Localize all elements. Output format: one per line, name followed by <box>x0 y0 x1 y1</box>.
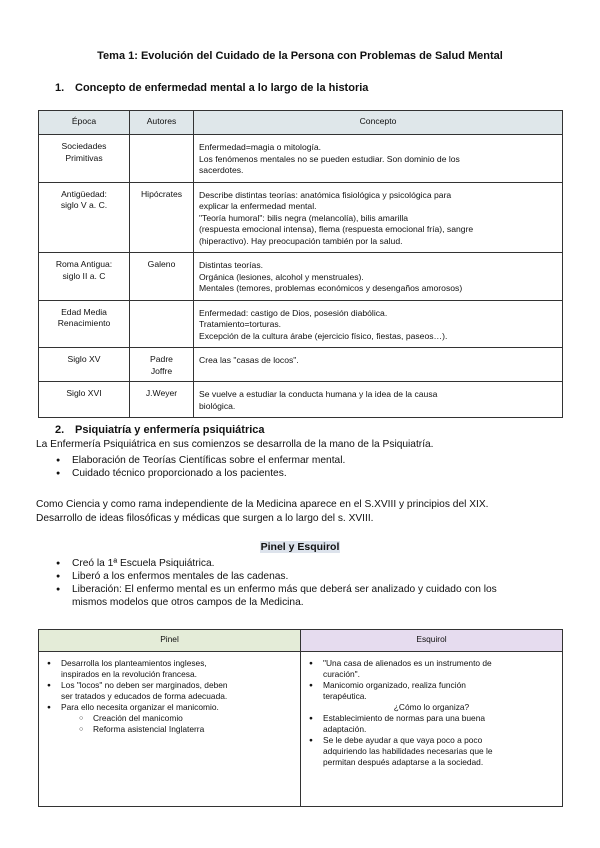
list-item: ● Para ello necesita organizar el manicomio. <box>47 702 292 713</box>
list-item: ● Establecimiento de normas para una buena adaptación. <box>309 713 554 735</box>
concepto-cell: Crea las "casas de locos". <box>194 348 563 382</box>
concepto-cell: Enfermedad: castigo de Dios, posesión diabólica. Tratamiento=torturas. Excepción de la cultura árabe (ejercicio físico, fiestas, paseos…). <box>194 300 563 348</box>
list-item: ○ Reforma asistencial Inglaterra <box>47 724 292 735</box>
concepto-cell: Se vuelve a estudiar la conducta humana y la idea de la causa biológica. <box>194 382 563 418</box>
pinel-esquirol-bullets <box>52 557 572 609</box>
list-item: ○ Creación del manicomio <box>47 713 292 724</box>
pinel-esquirol-table <box>38 629 563 807</box>
autores-cell: Hipócrates <box>130 182 194 253</box>
concept-table-header <box>39 111 563 135</box>
epoca-cell: Sociedades Primitivas <box>39 135 130 183</box>
section-2-intro: La Enfermería Psiquiátrica en sus comienzos se desarrolla de la mano de la Psiquiatría. <box>36 439 434 450</box>
header-esquirol: Esquirol <box>301 630 563 652</box>
section-1-number: 1. <box>55 82 65 94</box>
section-1-title: Concepto de enfermedad mental a lo largo de la historia <box>75 82 369 94</box>
list-item: ● Elaboración de Teorías Científicas sobre el enfermar mental. <box>52 454 345 467</box>
concepto-cell: Describe distintas teorías: anatómica fisiológica y psicológica para explicar la enfermedad mental. "Teoría humoral": bilis negra (melancolía), bilis amarilla (respuesta emocional intensa), flema (respuesta emocional fría), sangre (hiperactivo). Hay preocupación también por la salud. <box>194 182 563 253</box>
list-item: ● Desarrolla los planteamientos ingleses, inspirados en la revolución francesa. <box>47 658 292 680</box>
epoca-cell: Siglo XV <box>39 348 130 382</box>
document-title: Tema 1: Evolución del Cuidado de la Persona con Problemas de Salud Mental <box>97 50 503 62</box>
epoca-cell: Roma Antigua: siglo II a. C <box>39 253 130 301</box>
table-row <box>39 253 563 301</box>
section-2-bullets <box>52 454 345 480</box>
list-item: ● Creó la 1ª Escuela Psiquiátrica. <box>52 557 572 570</box>
pinel-cell <box>39 652 301 807</box>
concept-table <box>38 110 563 418</box>
autores-cell: Galeno <box>130 253 194 301</box>
header-concepto: Concepto <box>194 111 563 135</box>
section-2-title: Psiquiatría y enfermería psiquiátrica <box>75 424 265 436</box>
table-row <box>39 382 563 418</box>
section-2-heading <box>55 424 265 436</box>
list-item: ● Liberación: El enfermo mental es un enfermo más que deberá ser analizado y cuidado con los mismos modelos que otros campos de la Medicina. <box>52 583 572 609</box>
concepto-cell: Distintas teorías. Orgánica (lesiones, alcohol y menstruales). Mentales (temores, problemas económicos y desengaños amorosos) <box>194 253 563 301</box>
header-epoca: Época <box>39 111 130 135</box>
table-row <box>39 348 563 382</box>
concepto-cell: Enfermedad=magia o mitología. Los fenómenos mentales no se pueden estudiar. Son dominio de los sacerdotes. <box>194 135 563 183</box>
esquirol-cell <box>301 652 563 807</box>
epoca-cell: Antigüedad: siglo V a. C. <box>39 182 130 253</box>
list-item: ¿Cómo lo organiza? <box>393 702 470 712</box>
autores-cell <box>130 135 194 183</box>
autores-cell: Padre Joffre <box>130 348 194 382</box>
epoca-cell: Edad Media Renacimiento <box>39 300 130 348</box>
table-row <box>39 300 563 348</box>
table-row <box>39 135 563 183</box>
pinel-esquirol-heading: Pinel y Esquirol <box>260 541 340 553</box>
list-item: ● Manicomio organizado, realiza función terapéutica. <box>309 680 554 702</box>
list-item: ● Los "locos" no deben ser marginados, deben ser tratados y educados de forma adecuada. <box>47 680 292 702</box>
list-item: ● Cuidado técnico proporcionado a los pacientes. <box>52 467 345 480</box>
section-2-number: 2. <box>55 424 65 436</box>
list-item: ● Liberó a los enfermos mentales de las cadenas. <box>52 570 572 583</box>
epoca-cell: Siglo XVI <box>39 382 130 418</box>
header-autores: Autores <box>130 111 194 135</box>
list-item: ● Se le debe ayudar a que vaya poco a poco adquiriendo las habilidades necesarias que le permitan después adaptarse a la sociedad. <box>309 735 554 768</box>
autores-cell: J.Weyer <box>130 382 194 418</box>
section-1-heading <box>55 82 368 94</box>
section-2-paragraph-1: Como Ciencia y como rama independiente de la Medicina aparece en el S.XVIII y principios del XIX. <box>36 499 489 510</box>
header-pinel: Pinel <box>39 630 301 652</box>
table-row <box>39 182 563 253</box>
section-2-paragraph-2: Desarrollo de ideas filosóficas y médicas que surgen a lo largo del s. XVIII. <box>36 513 374 524</box>
autores-cell <box>130 300 194 348</box>
list-item: ● "Una casa de alienados es un instrumento de curación". <box>309 658 554 680</box>
